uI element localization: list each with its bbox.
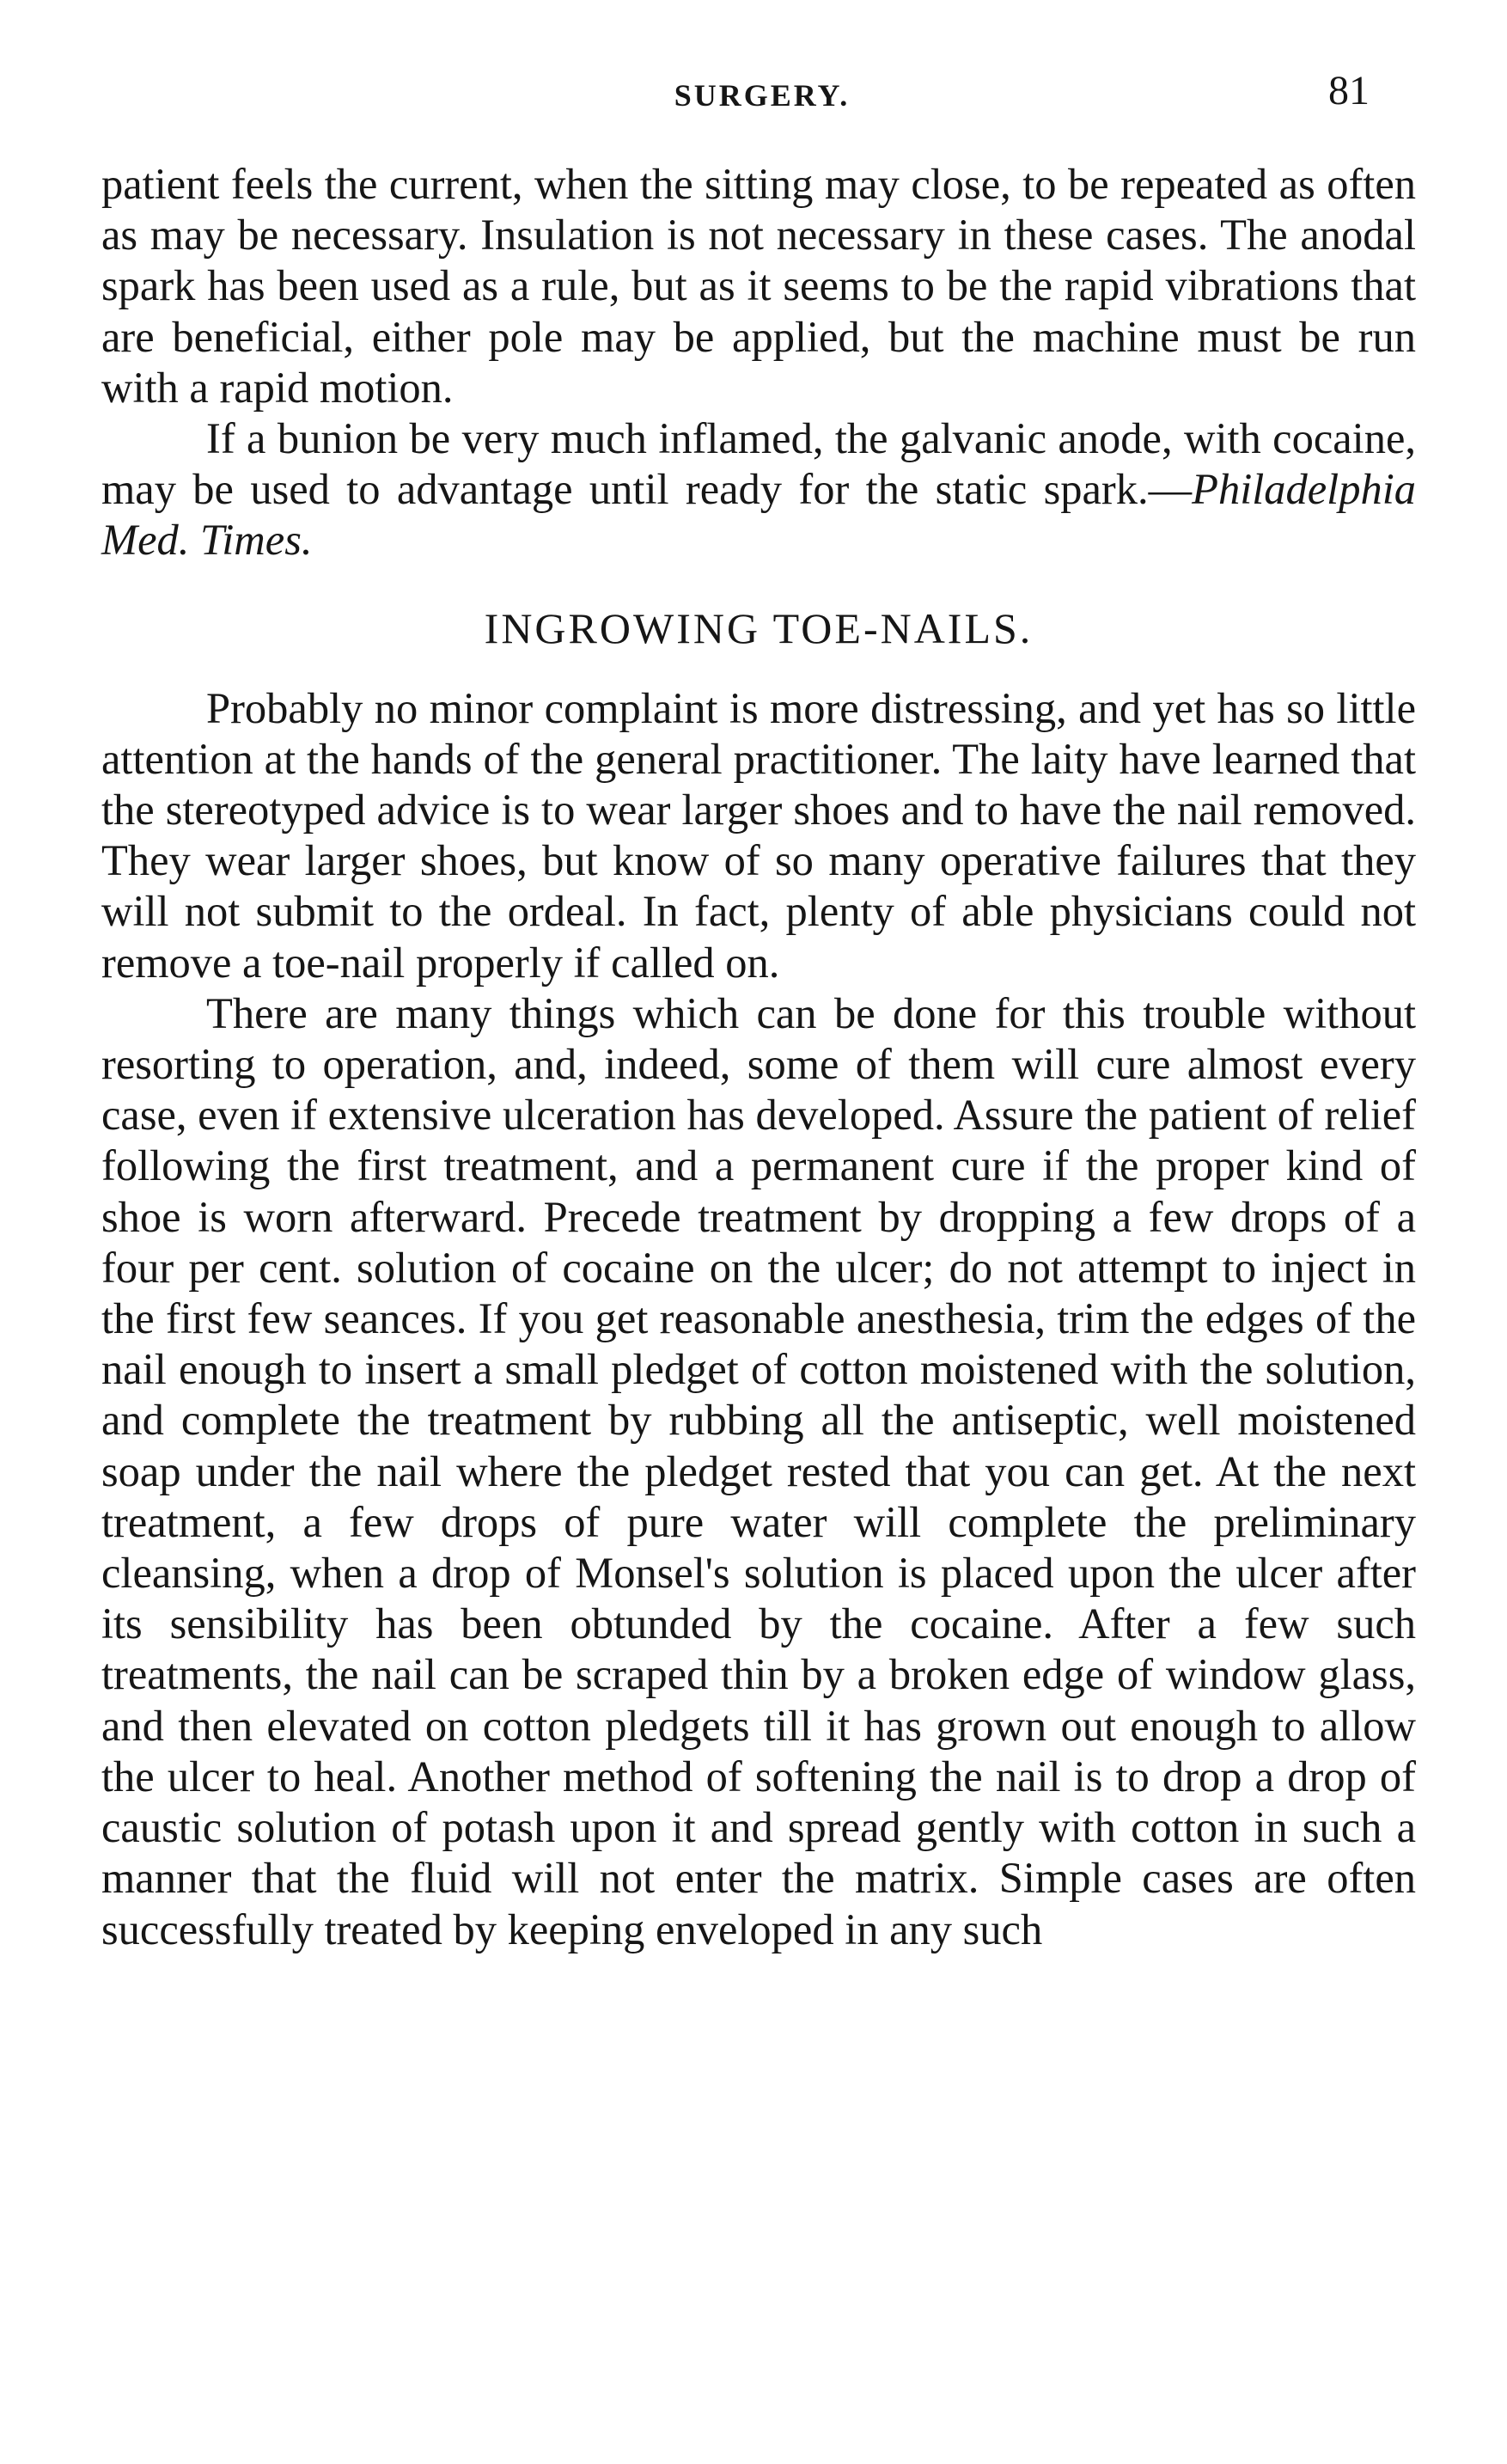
paragraph-intro: Probably no minor complaint is more distressing, and yet has so little attention at the hands of the general practitioner. The laity have learned that the stereotyped advice is to wear larger shoes and to have the nail removed. They wear larger shoes, but know of so many operative failures that they will not submit to the ordeal. In fact, plenty of able physicians could not remove a toe-nail properly if called on. [101, 683, 1416, 987]
running-head [103, 67, 1421, 113]
paragraph-continuation: patient feels the current, when the sitting may close, to be repeated as often as may be necessary. Insulation is not necessary in these cases. The anodal spark has been used as a rule, but as it seems to be the rapid vibrations that are beneficial, either pole may be applied, but the machine must be run with a rapid motion. [101, 160, 1416, 412]
page-number: 81 [1328, 68, 1370, 113]
paragraph-bunion [101, 413, 1416, 566]
paragraph-treatment: There are many things which can be done for this trouble without resorting to operation, and, indeed, some of them will cure almost every case, even if extensive ulceration has developed. Assure the patient of relief following the first treatment, and a permanent cure if the proper kind of shoe is worn afterward. Precede treatment by dropping a few drops of a four per cent. solution of cocaine on the ulcer; do not attempt to inject in the first few seances. If you get reasonable anesthesia, trim the edges of the nail enough to insert a small pledget of cotton moistened with the solution, and complete the treatment by rubbing all the antiseptic, well moistened soap under the nail where the pledget rested that you can get. At the next treatment, a few drops of pure water will complete the preliminary cleansing, when a drop of Monsel's solution is placed upon the ulcer after its sensibility has been obtunded by the cocaine. After a few such treatments, the nail can be scraped thin by a broken edge of window glass, and then elevated on cotton pledgets till it has grown out enough to allow the ulcer to heal. Another method of softening the nail is to drop a drop of caustic solution of potash upon it and spread gently with cotton in such a manner that the fluid will not enter the matrix. Simple cases are often successfully treated by keeping enveloped in any such [101, 988, 1416, 1953]
running-title: SURGERY. [674, 78, 851, 113]
citation: Philadelphia Med. Times. [101, 465, 1416, 565]
body-text [101, 159, 1416, 1955]
section-heading: INGROWING TOE-NAILS. [484, 603, 1034, 652]
paragraph-bunion-text: If a bunion be very much inflamed, the galvanic anode, with cocaine, may be used to advantage until ready for the static spark.— [101, 414, 1416, 514]
